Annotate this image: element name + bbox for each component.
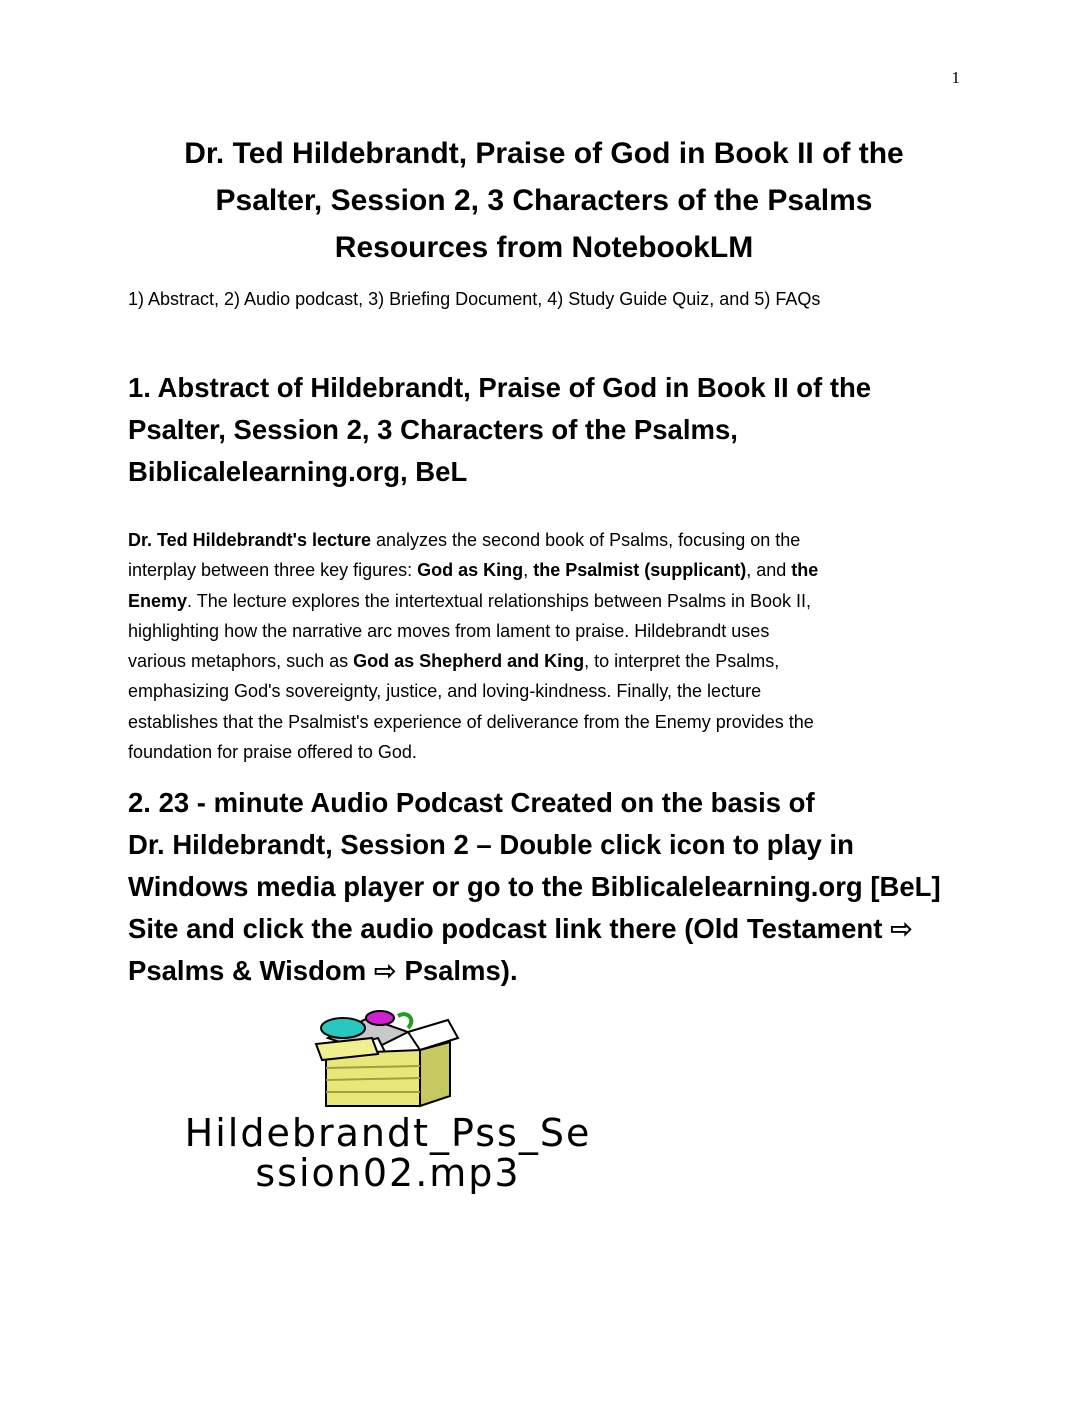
abstract-text: , to interpret the Psalms, xyxy=(584,651,780,672)
section-1-heading-line-3: Biblicalelearning.org, BeL xyxy=(128,456,468,487)
abstract-text: foundation for praise offered to God. xyxy=(128,742,417,763)
abstract-text: highlighting how the narrative arc moves from lament to praise. Hildebrandt uses xyxy=(128,620,770,641)
abstract-text: interplay between three key figures: xyxy=(128,560,418,581)
abstract-text: . The lecture explores the intertextual relationships between Psalms in Book II, xyxy=(187,590,812,611)
abstract-text: emphasizing God's sovereignty, justice, and loving-kindness. Finally, the lecture xyxy=(128,681,762,702)
title-line-2: Psalter, Session 2, 3 Characters of the Psalms xyxy=(215,184,873,217)
page-number: 1 xyxy=(951,68,960,87)
section-2-heading-line-4 xyxy=(128,908,960,950)
abstract-bold-enemy: Enemy xyxy=(128,590,188,611)
title-line-1: Dr. Ted Hildebrandt, Praise of God in Book II of the xyxy=(184,137,904,170)
right-arrow-icon: ⇨ xyxy=(373,955,397,987)
podcast-file-name[interactable] xyxy=(128,1113,648,1193)
audio-podcast-attachment[interactable] xyxy=(128,1008,648,1198)
abstract-bold-the: the xyxy=(791,560,819,581)
section-2-heading-line-2: Dr. Hildebrandt, Session 2 – Double click icon to play in xyxy=(128,829,854,860)
package-icon[interactable] xyxy=(308,1008,468,1108)
section-1-heading-line-2: Psalter, Session 2, 3 Characters of the Psalms, xyxy=(128,414,738,445)
section-2-heading xyxy=(128,782,960,992)
document-title xyxy=(128,130,960,271)
abstract-text: establishes that the Psalmist's experience of deliverance from the Enemy provides the xyxy=(128,711,814,732)
section-1-heading xyxy=(128,367,960,493)
abstract-bold-shepherd-king: God as Shepherd and King xyxy=(353,651,585,672)
section-2-heading-text: Site and click the audio podcast link there (Old Testament xyxy=(128,913,891,944)
section-2-heading-line-5 xyxy=(128,950,960,992)
abstract-bold-lecture: Dr. Ted Hildebrandt's lecture xyxy=(128,530,371,550)
podcast-file-name-line-2[interactable]: ssion02.mp3 xyxy=(255,1151,521,1195)
podcast-file-name-line-1[interactable]: Hildebrandt_Pss_Se xyxy=(184,1111,592,1155)
section-2-heading-text: Psalms & Wisdom xyxy=(128,955,374,986)
right-arrow-icon: ⇨ xyxy=(890,913,914,945)
section-2-heading-line-1: 2. 23 - minute Audio Podcast Created on the basis of xyxy=(128,787,815,818)
section-1-heading-line-1: 1. Abstract of Hildebrandt, Praise of God in Book II of the xyxy=(128,372,872,403)
abstract-text: , and xyxy=(746,560,792,581)
section-2-heading-text: Psalms). xyxy=(396,955,518,986)
abstract-bold-psalmist: the Psalmist (supplicant) xyxy=(533,560,747,581)
abstract-paragraph xyxy=(128,525,960,767)
section-2-heading-line-3: Windows media player or go to the Biblicalelearning.org [BeL] xyxy=(128,871,941,902)
resources-list: 1) Abstract, 2) Audio podcast, 3) Briefing Document, 4) Study Guide Quiz, and 5) FAQs xyxy=(128,289,821,309)
abstract-bold-god-king: God as King xyxy=(417,560,524,581)
abstract-text: , xyxy=(523,560,534,581)
title-line-3: Resources from NotebookLM xyxy=(334,231,754,264)
abstract-text: analyzes the second book of Psalms, focusing on the xyxy=(371,530,801,550)
abstract-text: various metaphors, such as xyxy=(128,651,354,672)
